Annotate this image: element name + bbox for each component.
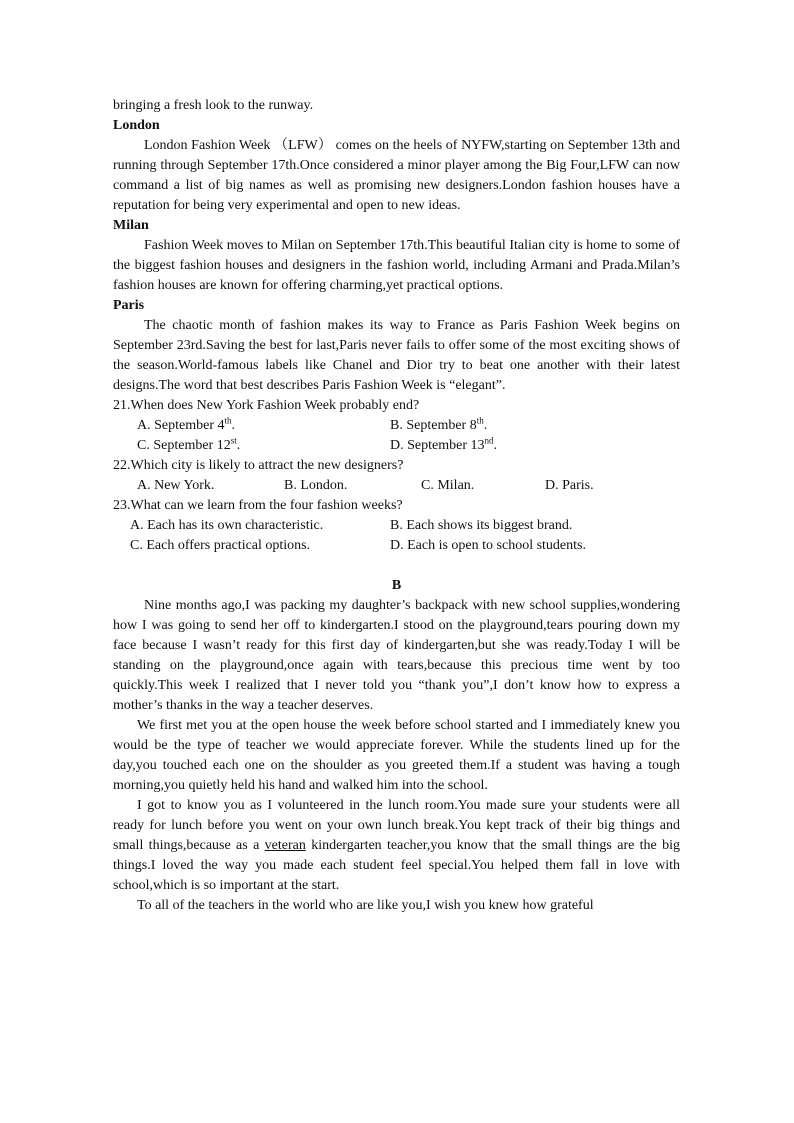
question-23-option-a: A. Each has its own characteristic. [130,518,324,533]
question-22-stem: 22.Which city is likely to attract the new designers? [113,458,404,473]
question-21-options [113,416,680,456]
question-22-option-a: A. New York. [137,478,215,493]
question-22-option-b: B. London. [284,478,348,493]
section-b-title: B [391,578,402,593]
question-21-option-b: B. September 8th. [390,415,488,433]
question-23-option-c: C. Each offers practical options. [130,538,311,553]
heading-paris: Paris [113,298,145,313]
paragraph-b2: We first met you at the open house the week before school started and I immediately knew you would be the type of teacher we would appreciate forever. While the students lined up for the day,you touched each one on the shoulder as you greeted them.If a student was having a tough morning,you quietly held his hand and walked him into the school. [113,718,680,793]
paragraph-paris: The chaotic month of fashion makes its way to France as Paris Fashion Week begins on September 23rd.Saving the best for last,Paris never fails to offer some of the most exciting shows of the season.World-famous labels like Chanel and Dior try to beat one another with their latest designs.The word that best describes Paris Fashion Week is “elegant”. [113,318,680,393]
paragraph-london: London Fashion Week （LFW） comes on the heels of NYFW,starting on September 13th and running through September 17th.Once considered a minor player among the Big Four,LFW can now command a list of big names as well as promising new designers.London fashion houses have a reputation for being very experimental and open to new ideas. [113,138,680,213]
paragraph-b1: Nine months ago,I was packing my daughter’s backpack with new school supplies,wondering how I was going to send her off to kindergarten.I stood on the playground,tears pouring down my face because I wasn’t ready for this first day of kindergarten,but she was ready.Today I will be standing on the playground,once again with tears,because this precious time went by too quickly.This week I realized that I never told you “thank you”,I don’t know how to express a mother’s thanks in the way a teacher deserves. [113,598,680,713]
question-21-stem: 21.When does New York Fashion Week probably end? [113,398,420,413]
question-23-options [113,516,680,556]
paragraph-milan: Fashion Week moves to Milan on September 17th.This beautiful Italian city is home to some of the biggest fashion houses and designers in the fashion world, including Armani and Prada.Milan’s fashion houses are known for offering charming,yet practical options. [113,238,680,293]
question-23-option-d: D. Each is open to school students. [390,538,586,553]
question-23-option-b: B. Each shows its biggest brand. [390,518,573,533]
heading-london: London [113,118,160,133]
document-page [113,96,680,916]
paragraph-b3: I got to know you as I volunteered in the lunch room.You made sure your students were all ready for lunch before you went on your own lunch break.You kept track of their big things and small things,because as a veteran kindergarten teacher,you know that the small things are the big things.I loved the way you made each student feel special.You helped them fall in love with school,which is so important at the start. [113,798,681,893]
question-23-stem: 23.What can we learn from the four fashion weeks? [113,498,403,513]
question-21-option-a: A. September 4th. [137,415,235,433]
paragraph-b4: To all of the teachers in the world who are like you,I wish you knew how grateful [137,898,594,913]
question-22-option-c: C. Milan. [421,478,475,493]
question-22-options [113,476,680,496]
underlined-word-veteran: veteran [264,838,306,853]
question-22-option-d: D. Paris. [545,478,594,493]
heading-milan: Milan [113,218,149,233]
question-21-option-d: D. September 13nd. [390,435,497,453]
question-21-option-c: C. September 12st. [137,435,241,453]
intro-tail-text: bringing a fresh look to the runway. [113,98,314,113]
